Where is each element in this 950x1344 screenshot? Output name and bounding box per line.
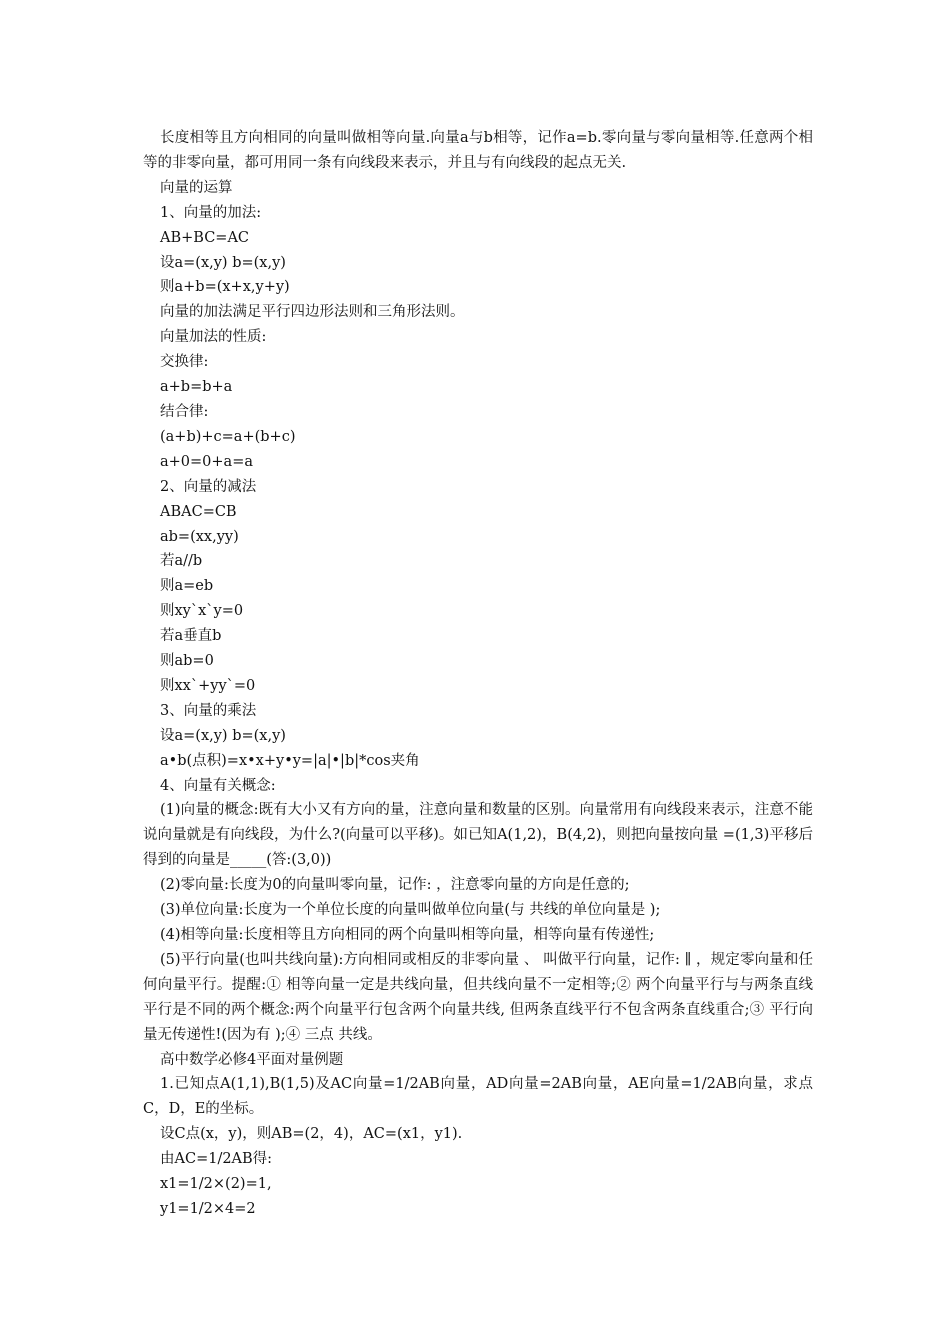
text-line: 向量加法的性质: xyxy=(160,329,267,346)
text-line: a+b=b+a xyxy=(160,379,233,396)
text-line: 1、向量的加法: xyxy=(160,204,262,221)
text-line: 设a=(x,y) b=(x,y) xyxy=(160,727,286,744)
paragraph: (1)向量的概念:既有大小又有方向的量，注意向量和数量的区别。向量常用有向线段来表示，注意不能说向量就是有向线段，为什么?(向量可以平移)。如已知A(1,2)，B(4,2)，则把向量按向量 =(1,3)平移后得到的向量是_____(答:(3,0)) xyxy=(143,802,813,869)
text-line: 2、向量的减法 xyxy=(160,478,257,495)
text-line: 设C点(x，y)，则AB=(2，4)，AC=(x1，y1). xyxy=(160,1126,463,1143)
text-line: y1=1/2×4=2 xyxy=(160,1200,256,1217)
text-line: 若a//b xyxy=(160,553,203,570)
text-line: (3)单位向量:长度为一个单位长度的向量叫做单位向量(与 共线的单位向量是 ); xyxy=(160,902,661,919)
text-line: 由AC=1/2AB得: xyxy=(160,1151,273,1168)
text-line: ab=(xx,yy) xyxy=(160,528,239,545)
text-line: 结合律: xyxy=(160,403,209,420)
text-line: 交换律: xyxy=(160,354,209,371)
text-line: 4、向量有关概念: xyxy=(160,777,276,794)
document-body xyxy=(143,126,813,1222)
text-line: 向量的运算 xyxy=(160,179,233,196)
text-line: 则xy`x`y=0 xyxy=(160,603,244,620)
text-line: a•b(点积)=x•x+y•y=|a|•|b|*cos夹角 xyxy=(160,752,420,769)
text-line: ABAC=CB xyxy=(160,503,237,520)
text-line: 则ab=0 xyxy=(160,653,214,670)
text-line: 则a=eb xyxy=(160,578,214,595)
text-line: 设a=(x,y) b=(x,y) xyxy=(160,254,286,271)
text-line: 则xx`+yy`=0 xyxy=(160,677,256,694)
text-line: (2)零向量:长度为0的向量叫零向量，记作: ，注意零向量的方向是任意的; xyxy=(160,877,630,894)
text-line: x1=1/2×(2)=1, xyxy=(160,1176,272,1193)
text-line: 高中数学必修4平面对量例题 xyxy=(160,1051,344,1068)
paragraph: (5)平行向量(也叫共线向量):方向相同或相反的非零向量 、 叫做平行向量，记作: ∥ ，规定零向量和任何向量平行。提醒:① 相等向量一定是共线向量，但共线向量不一定相等;② 两个向量平行与与两条直线平行是不同的两个概念:两个向量平行包含两个向量共线, 但两条直线平行不包含两条直线重合;③ 平行向量无传递性!(因为有 );④ 三点 共线。 xyxy=(143,951,813,1043)
text-line: (a+b)+c=a+(b+c) xyxy=(160,428,296,445)
text-line: 则a+b=(x+x,y+y) xyxy=(160,279,290,296)
text-line: 向量的加法满足平行四边形法则和三角形法则。 xyxy=(160,304,465,321)
text-line: a+0=0+a=a xyxy=(160,453,253,470)
text-line: (4)相等向量:长度相等且方向相同的两个向量叫相等向量，相等向量有传递性; xyxy=(160,927,655,943)
paragraph: 1.已知点A(1,1),B(1,5)及AC向量=1/2AB向量，AD向量=2AB向量，AE向量=1/2AB向量，求点C，D，E的坐标。 xyxy=(143,1076,813,1118)
paragraph: 长度相等且方向相同的向量叫做相等向量.向量a与b相等，记作a=b.零向量与零向量相等.任意两个相等的非零向量，都可用同一条有向线段来表示，并且与有向线段的起点无关. xyxy=(143,130,813,171)
text-line: 若a垂直b xyxy=(160,628,222,645)
text-line: 3、向量的乘法 xyxy=(160,702,257,719)
text-line: AB+BC=AC xyxy=(160,229,250,246)
